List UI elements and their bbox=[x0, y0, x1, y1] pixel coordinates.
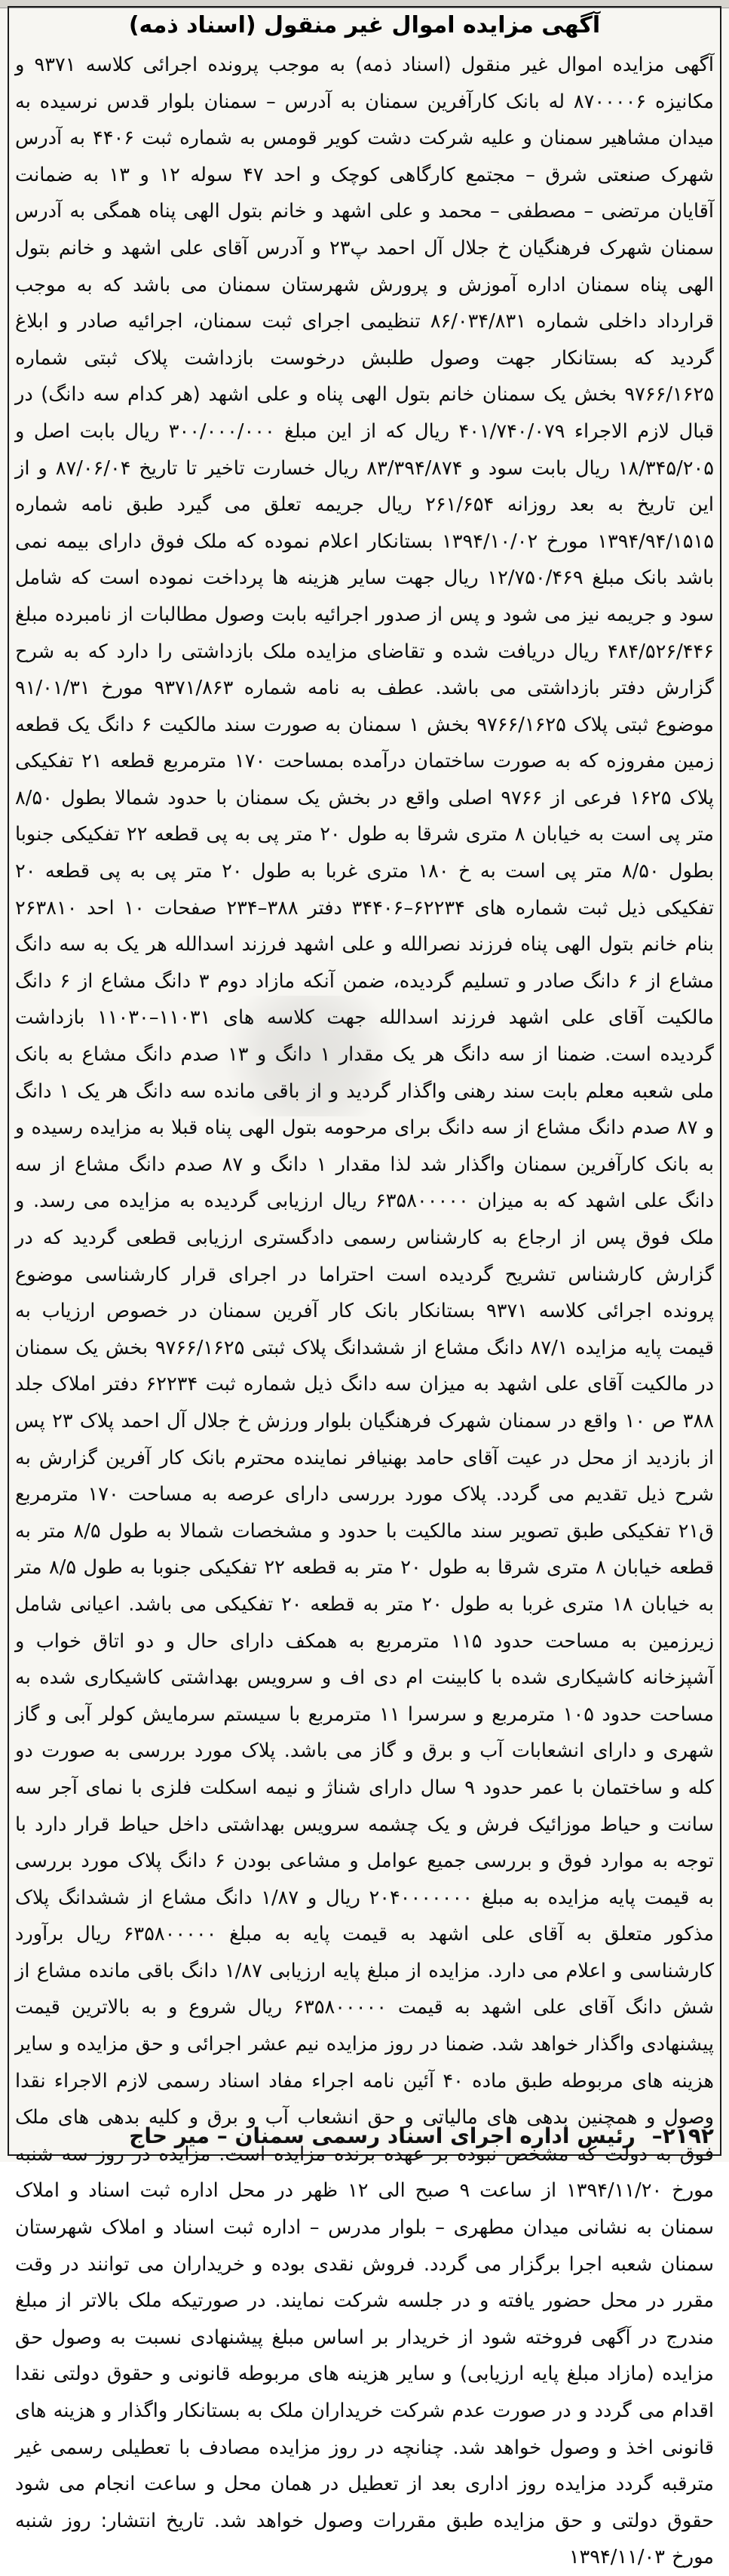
notice-signature-line bbox=[15, 2121, 714, 2151]
notice-signature: رئیس اداره اجرای اسناد رسمی سمنان – میر حاج bbox=[129, 2123, 636, 2148]
notice-code: ۲۱۹۲– bbox=[651, 2123, 714, 2148]
notice-body: آگهی مزایده اموال غیر منقول (اسناد ذمه) به موجب پرونده اجرائی کلاسه ۹۳۷۱ و مکانیزه ۸۷۰۰۰۰۶ له بانک کارآفرین سمنان به آدرس – سمنان بلوار قدس نرسیده به میدان مشاهیر سمنان و علیه شرکت دشت کویر قومس به شماره ثبت ۴۴۰۶ به آدرس شهرک صنعتی شرق – مجتمع کارگاهی کوچک و احد ۴۷ سوله ۱۲ و ۱۳ به ضمانت آقایان مرتضی – مصطفی – محمد و علی اشهد و خانم بتول الهی پناه همگی به آدرس سمنان شهرک فرهنگیان خ جلال آل احمد پ۲۳ و آدرس آقای علی اشهد و خانم بتول الهی پناه سمنان اداره آموزش و پرورش شهرستان سمنان می باشد که به موجب قرارداد داخلی شماره ۸۶/۰۳۴/۸۳۱ تنظیمی اجرای ثبت سمنان، اجرائیه صادر و ابلاغ گردید که بستانکار جهت وصول طلبش درخوست بازداشت پلاک ثبتی شماره ۹۷۶۶/۱۶۲۵ بخش یک سمنان خانم بتول الهی پناه و علی اشهد (هر کدام سه دانگ) در قبال لازم الاجراء ۴۰۱/۷۴۰/۰۷۹ ریال که از این مبلغ ۳۰۰/۰۰۰/۰۰۰ ریال بابت اصل و ۱۸/۳۴۵/۲۰۵ ریال بابت سود و ۸۳/۳۹۴/۸۷۴ ریال خسارت تاخیر تا تاریخ ۸۷/۰۶/۰۴ و از این تاریخ به بعد روزانه ۲۶۱/۶۵۴ ریال جریمه تعلق می گیرد طبق نامه شماره ۱۳۹۴/۹۴/۱۵۱۵ مورخ ۱۳۹۴/۱۰/۰۲ بستانکار اعلام نموده که ملک فوق دارای بیمه نمی باشد بانک مبلغ ۱۲/۷۵۰/۴۶۹ ریال جهت سایر هزینه ها پرداخت نموده است که شامل سود و جریمه نیز می شود و پس از صدور اجرائیه بابت وصول مطالبات از نامبرده مبلغ ۴۸۴/۵۲۶/۴۴۶ ریال دریافت شده و تقاضای مزایده ملک بازداشتی را دارد که به شرح گزارش دفتر بازداشتی می باشد. عطف به نامه شماره ۹۳۷۱/۸۶۳ مورخ ۹۱/۰۱/۳۱ موضوع ثبتی پلاک ۹۷۶۶/۱۶۲۵ بخش ۱ سمنان به صورت سند مالکیت ۶ دانگ یک قطعه زمین مفروزه که به صورت ساختمان درآمده بمساحت ۱۷۰ مترمربع قطعه ۲۱ تفکیکی پلاک ۱۶۲۵ فرعی از ۹۷۶۶ اصلی واقع در بخش یک سمنان با حدود شمالا بطول ۸/۵۰ متر پی است به خیابان ۸ متری شرقا به طول ۲۰ متر پی به پی قطعه ۲۲ تفکیکی جنوبا بطول ۸/۵۰ متر پی است به خ ۱۸۰ متری غربا به طول ۲۰ متر پی به پی قطعه ۲۰ تفکیکی ذیل ثبت شماره های ۶۲۲۳۴–۳۴۴۰۶ دفتر ۳۸۸–۲۳۴ صفحات ۱۰ احد ۲۶۳۸۱۰ بنام خانم بتول الهی پناه فرزند نصرالله و علی اشهد فرزند اسدالله هر یک به سه دانگ مشاع از ۶ دانگ صادر و تسلیم گردیده، ضمن آنکه مازاد دوم ۳ دانگ مشاع از ۶ دانگ مالکیت آقای علی اشهد فرزند اسدالله جهت کلاسه های ۱۱۰۳۱–۱۱۰۳۰ بازداشت گردیده است. ضمنا از سه دانگ هر یک مقدار ۱ دانگ و ۱۳ صدم دانگ مشاع به بانک ملی شعبه معلم بابت سند رهنی واگذار گردید و از باقی مانده سه دانگ هر یک ۱ دانگ و ۸۷ صدم دانگ مشاع از سه دانگ برای مرحومه بتول الهی پناه قبلا به مزایده رسیده و به بانک کارآفرین سمنان واگذار شد لذا مقدار ۱ دانگ و ۸۷ صدم دانگ مشاع از سه دانگ علی اشهد که به میزان ۶۳۵۸۰۰۰۰۰ ریال ارزیابی گردیده به مزایده می رسد. و ملک فوق پس از ارجاع به کارشناس رسمی دادگستری ارزیابی قطعی گردید که در گزارش کارشناس تشریح گردیده است احتراما در اجرای قرار کارشناسی موضوع پرونده اجرائی کلاسه ۹۳۷۱ بستانکار بانک کار آفرین سمنان در خصوص ارزیاب به قیمت پایه مزایده ۸۷/۱ دانگ مشاع از ششدانگ پلاک ثبتی ۹۷۶۶/۱۶۲۵ بخش یک سمنان در مالکیت آقای علی اشهد به میزان سه دانگ ذیل شماره ثبت ۶۲۲۳۴ دفتر املاک جلد ۳۸۸ ص ۱۰ واقع در سمنان شهرک فرهنگیان بلوار ورزش خ جلال آل احمد پلاک ۲۳ پس از بازدید از محل در عیت آقای حامد بهنیافر نماینده محترم بانک کار آفرین گزارش به شرح ذیل تقدیم می گردد. پلاک مورد بررسی دارای عرصه به مساحت ۱۷۰ مترمربع ق۲۱ تفکیکی طبق تصویر سند مالکیت با حدود و مشخصات شمالا به طول ۸/۵ متر به قطعه خیابان ۸ متری شرقا به طول ۲۰ متر به قطعه ۲۲ تفکیکی جنوبا به طول ۸/۵ متر به خیابان ۱۸ متری غربا به طول ۲۰ متر به قطعه ۲۰ تفکیکی می باشد. اعیانی شامل زیرزمین به مساحت حدود ۱۱۵ مترمربع به همکف دارای حال و دو اتاق خواب و آشپزخانه کاشیکاری شده با کابینت ام دی اف و سرویس بهداشتی کاشیکاری شده به مساحت حدود ۱۰۵ مترمربع و سرسرا ۱۱ مترمربع با سیستم سرمایش کولر آبی و گاز شهری و دارای انشعابات آب و برق و گاز می باشد. پلاک مورد بررسی به صورت دو کله و ساختمان با عمر حدود ۹ سال دارای شناژ و نیمه اسکلت فلزی با نمای آجر سه سانت و حیاط موزائیک فرش و یک چشمه سرویس بهداشتی داخل حیاط قرار دارد با توجه به موارد فوق و بررسی جمیع عوامل و مشاعی بودن ۶ دانگ پلاک مورد بررسی به قیمت پایه مزایده به مبلغ ۲۰۴۰۰۰۰۰۰۰ ریال و ۱/۸۷ دانگ مشاع از ششدانگ پلاک مذکور متعلق به آقای علی اشهد به قیمت پایه به مبلغ ۶۳۵۸۰۰۰۰۰ ریال برآورد کارشناسی و اعلام می دارد. مزایده از مبلغ پایه ارزیابی ۱/۸۷ دانگ باقی مانده مشاع از شش دانگ آقای علی اشهد به قیمت ۶۳۵۸۰۰۰۰۰ ریال شروع و به بالاترین قیمت پیشنهادی واگذار خواهد شد. ضمنا در روز مزایده نیم عشر اجرائی و حق مزایده و سایر هزینه های مربوطه طبق ماده ۴۰ آئین نامه اجراء مفاد اسناد رسمی لازم الاجراء نقدا وصول و همچنین بدهی های مالیاتی و حق انشعاب آب و برق و کلیه بدهی های ملک فوق به دولت که مشخص نبوده بر عهده برنده مزایده است. مزایده در روز سه شنبه مورخ ۱۳۹۴/۱۱/۲۰ از ساعت ۹ صبح الی ۱۲ ظهر در محل اداره ثبت اسناد و املاک سمنان به نشانی میدان مطهری – بلوار مدرس – اداره ثبت اسناد و املاک شهرستان سمنان شعبه اجرا برگزار می گردد. فروش نقدی بوده و خریداران می توانند در وقت مقرر در محل حضور یافته و در جلسه شرکت نمایند. در صورتیکه ملک بالاتر از مبلغ مندرج در آگهی فروخته شود از خریدار بر اساس مبلغ پیشنهادی نسبت به وصول حق مزایده (مازاد مبلغ پایه ارزیابی) و سایر هزینه های مربوطه قانونی و حقوق دولتی نقدا اقدام می گردد و در صورت عدم شرکت خریداران ملک به بستانکار واگذار و هزینه های قانونی اخذ و وصول خواهد شد. چنانچه در روز مزایده مصادف با تعطیلی رسمی غیر مترقبه گردد مزایده روز اداری بعد از تعطیل در همان محل و ساعت انجام می شود حقوق دولتی و حق مزایده طبق مقررات وصول خواهد شد. تاریخ انتشار: روز شنبه مورخ ۱۳۹۴/۱۱/۰۳ bbox=[15, 54, 715, 2569]
notice-title: آگهی مزایده اموال غیر منقول (اسناد ذمه) bbox=[128, 12, 601, 38]
